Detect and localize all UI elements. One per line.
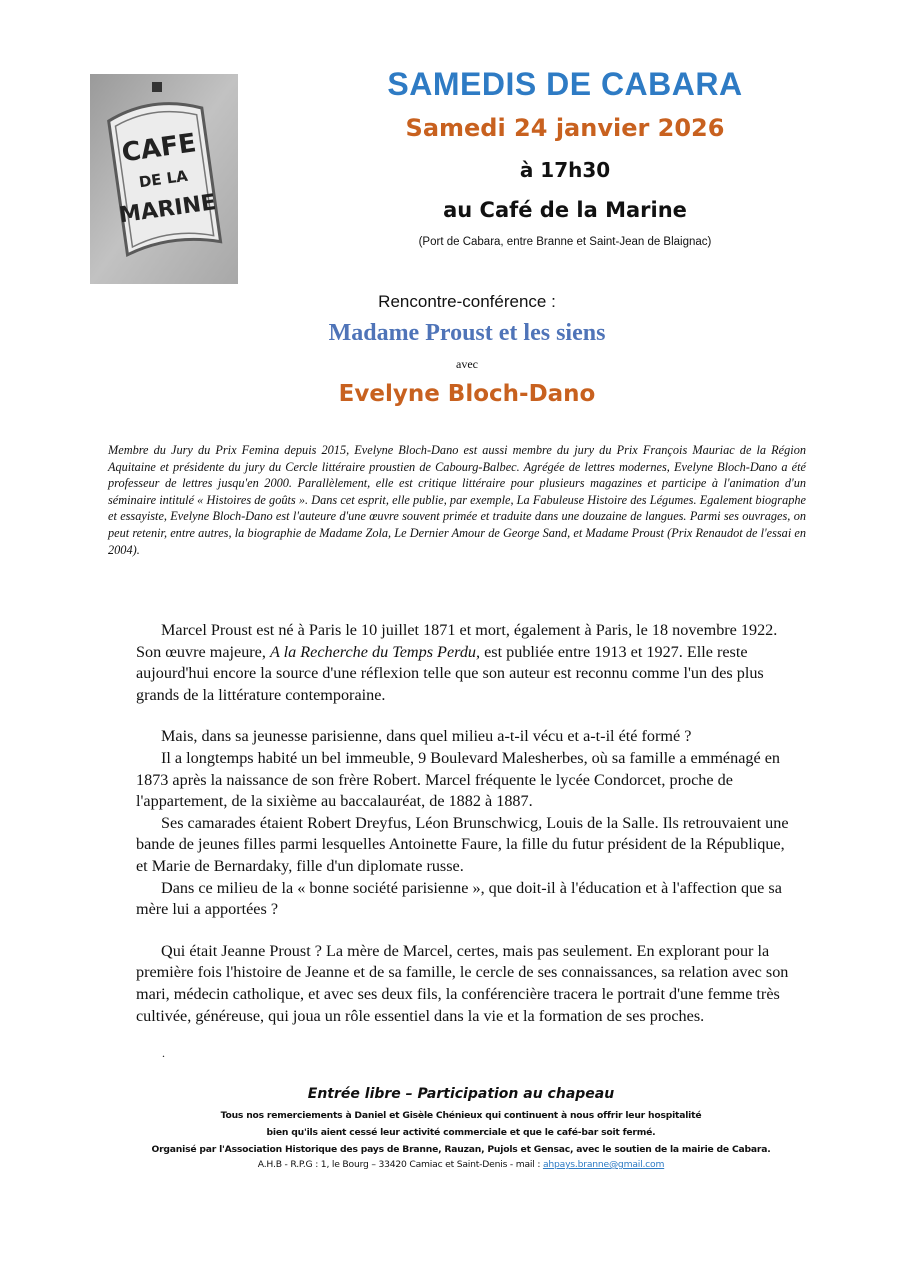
entry-note: Entrée libre – Participation au chapeau [307,1086,615,1102]
paragraph-3: Il a longtemps habité un bel immeuble, 9 Boulevard Malesherbes, où sa famille a emménagé en 1873 après la naissance de son frère Robert. Marcel fréquente le lycée Condorcet, proche de l'appartement, de la sixième au baccalauréat, de 1882 à 1887. [136,748,780,811]
event-date: Samedi 24 janvier 2026 [405,114,725,142]
sign-text-marine: MARINE [117,190,218,229]
event-time: à 17h30 [519,158,611,182]
cafe-sign-photo [90,74,238,284]
paragraph-1-b: est publiée entre 1913 et 1927. Elle reste aujourd'hui encore la source d'une réflexion telle que son auteur est reconnu comme l'un des plus grands de la littérature contemporaine. [136,642,764,704]
event-place: au Café de la Marine [443,198,687,222]
paragraph-1 [136,620,798,706]
body-text [136,620,798,1027]
paragraph-6: Qui était Jeanne Proust ? La mère de Marcel, certes, mais pas seulement. En explorant pour la première fois l'histoire de Jeanne et de sa famille, le cercle de ses connaissances, sa relation avec son mari, médecin catholique, et avec ses deux fils, la conférencière tracera le portrait d'une femme très cultivée, généreuse, qui joua un rôle essentiel dans la vie et la formation de ses proches. [136,941,789,1025]
paragraph-1-a: Marcel Proust est né à Paris le 10 juillet 1871 et mort, également à Paris, le 18 novembre 1922. Son œuvre majeure, [136,621,778,661]
contact-address: A.H.B - R.P.G : 1, le Bourg – 33420 Camiac et Saint-Denis - mail : [257,1159,543,1170]
paragraph-2: Mais, dans sa jeunesse parisienne, dans quel milieu a-t-il vécu et a-t-il été formé ? [161,727,692,746]
speaker-bio: Membre du Jury du Prix Femina depuis 2015, Evelyne Bloch-Dano est aussi membre du jury du Prix François Mauriac de la Région Aquitaine et présidente du jury du Cercle littéraire proustien de Cabourg-Balbec. Agrégée de lettres modernes, Evelyne Bloch-Dano a été professeur de lettres jusqu'en 2000. Parallèlement, elle est critique littéraire pour plusieurs magazines et participe à l'animation d'un séminaire intitulé « Histoires de goûts ». Dans cet esprit, elle publie, par exemple, La Fabuleuse Histoire des Légumes. Egalement biographe et essayiste, Evelyne Bloch-Dano est l'auteure d'une œuvre souvent primée et traduite dans une douzaine de langues. Parmi ses ouvrages, on peut retenir, entre autres, la biographie de Madame Zola, Le Dernier Amour de George Sand, et Madame Proust (Prix Renaudot de l'essai en 2004). [108,443,806,557]
sign-text-cafe: CAFE [119,128,199,169]
thanks-line-1: Tous nos remerciements à Daniel et Gisèle Chénieux qui continuent à nous offrir leur hospitalité [220,1110,702,1121]
speaker-name: Evelyne Bloch-Dano [338,381,596,407]
sign-text-de-la: DE LA [137,166,189,192]
thanks-line-2: bien qu'ils aient cessé leur activité commerciale et que le café-bar soit fermé. [266,1127,656,1138]
book-title: A la Recherche du Temps Perdu, [269,642,481,661]
contact-line [6,1159,910,1170]
event-address: (Port de Cabara, entre Branne et Saint-Jean de Blaignac) [418,236,712,248]
paragraph-5: Dans ce milieu de la « bonne société parisienne », que doit-il à l'éducation et à l'affection que sa mère lui a apportées ? [136,878,782,919]
with-label: avec [456,357,478,371]
stray-dot: . [162,1046,165,1060]
email-link[interactable]: ahpays.branne@gmail.com [542,1159,665,1170]
talk-title: Madame Proust et les siens [328,320,606,346]
event-kind: Rencontre-conférence : [378,292,556,311]
organizer-line: Organisé par l'Association Historique des pays de Branne, Rauzan, Pujols et Gensac, avec le soutien de la mairie de Cabara. [151,1144,771,1155]
paragraph-4: Ses camarades étaient Robert Dreyfus, Léon Brunschwicg, Louis de la Salle. Ils retrouvaient une bande de jeunes filles parmi lesquelles Antoinette Faure, la fille du futur président de la République, et Marie de Bernardaky, fille d'un diplomate russe. [136,813,789,875]
series-title: SAMEDIS DE CABARA [387,66,743,102]
